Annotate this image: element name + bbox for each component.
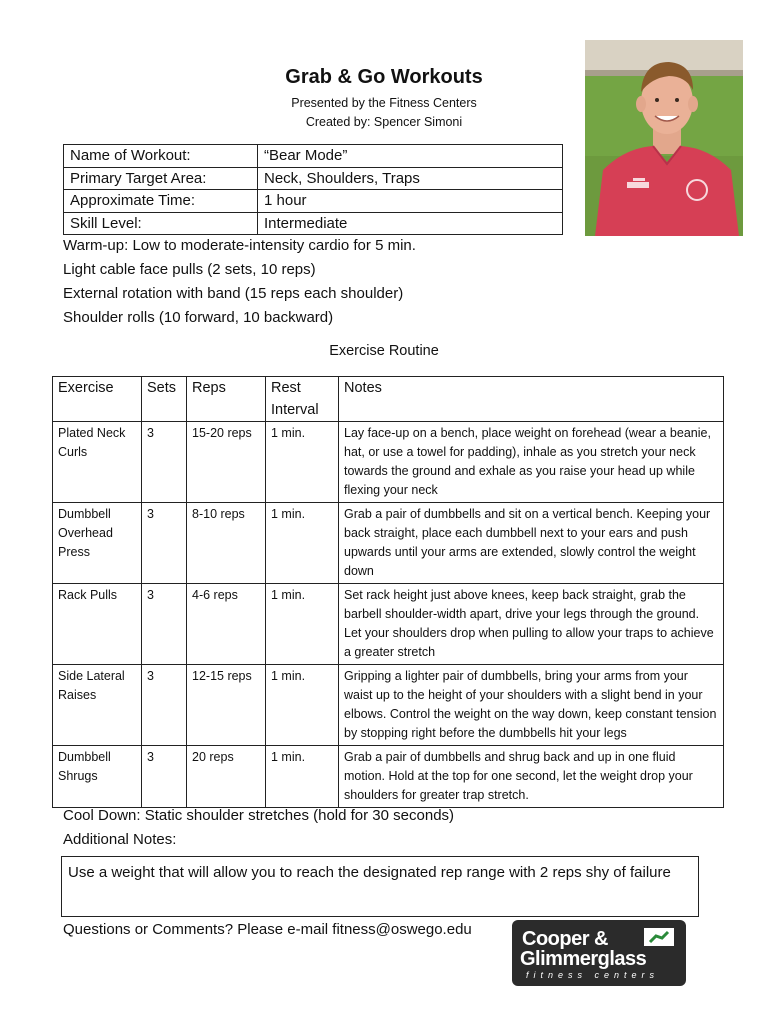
warmup-line: Warm-up: Low to moderate-intensity cardio for 5 min. bbox=[63, 237, 416, 254]
table-row bbox=[53, 503, 724, 584]
warmup-line: Shoulder rolls (10 forward, 10 backward) bbox=[63, 309, 334, 326]
info-label: Skill Level: bbox=[64, 212, 258, 235]
trainer-photo bbox=[585, 40, 743, 236]
reps-cell: 20 reps bbox=[187, 746, 266, 808]
rest-cell: 1 min. bbox=[266, 584, 339, 665]
rest-cell: 1 min. bbox=[266, 503, 339, 584]
column-header: Sets bbox=[142, 377, 187, 422]
table-row bbox=[53, 584, 724, 665]
column-header: Rest Interval bbox=[266, 377, 339, 422]
exercise-routine-table bbox=[52, 376, 724, 808]
rest-cell: 1 min. bbox=[266, 422, 339, 503]
table-row bbox=[53, 422, 724, 503]
warmup-line: External rotation with band (15 reps each shoulder) bbox=[63, 285, 404, 302]
cool-down: Cool Down: Static shoulder stretches (hold for 30 seconds) bbox=[63, 807, 455, 824]
presented-by: Presented by the Fitness Centers bbox=[291, 96, 477, 110]
info-row bbox=[64, 212, 563, 235]
info-value: Neck, Shoulders, Traps bbox=[258, 167, 563, 190]
exercise-cell: Dumbbell Overhead Press bbox=[53, 503, 142, 584]
contact-line: Questions or Comments? Please e-mail fitness@oswego.edu bbox=[63, 921, 472, 938]
exercise-cell: Dumbbell Shrugs bbox=[53, 746, 142, 808]
sets-cell: 3 bbox=[142, 584, 187, 665]
notes-cell: Set rack height just above knees, keep back straight, grab the barbell shoulder-width apart, drive your legs through the ground. Let your shoulders drop when pulling to allow your traps to achieve a greater stretch bbox=[339, 584, 724, 665]
info-label: Primary Target Area: bbox=[64, 167, 258, 190]
notes-cell: Gripping a lighter pair of dumbbells, bring your arms from your waist up to the height of your shoulders with a slight bend in your elbows. Control the weight on the way down, keep constant tension by stopping right before the dumbbells hit your legs bbox=[339, 665, 724, 746]
notes-cell: Lay face-up on a bench, place weight on forehead (wear a beanie, hat, or use a towel for padding), inhale as you stretch your neck towards the ground and exhale as you raise your head up while flexing your neck bbox=[339, 422, 724, 503]
sets-cell: 3 bbox=[142, 746, 187, 808]
info-value: 1 hour bbox=[258, 190, 563, 213]
exercise-cell: Plated Neck Curls bbox=[53, 422, 142, 503]
logo-line: Glimmerglass bbox=[520, 948, 647, 970]
info-value: Intermediate bbox=[258, 212, 563, 235]
logo-tagline: fitness centers bbox=[526, 970, 660, 980]
info-label: Approximate Time: bbox=[64, 190, 258, 213]
table-row bbox=[53, 665, 724, 746]
additional-notes-box: Use a weight that will allow you to reach the designated rep range with 2 reps shy of failure bbox=[61, 856, 699, 917]
sets-cell: 3 bbox=[142, 503, 187, 584]
reps-cell: 15-20 reps bbox=[187, 422, 266, 503]
info-value: “Bear Mode” bbox=[258, 145, 563, 168]
notes-cell: Grab a pair of dumbbells and shrug back and up in one fluid motion. Hold at the top for one second, let the weight drop your shoulders for greater trap stretch. bbox=[339, 746, 724, 808]
column-header: Notes bbox=[339, 377, 724, 422]
info-row bbox=[64, 145, 563, 168]
routine-title: Exercise Routine bbox=[329, 343, 439, 359]
created-by: Created by: Spencer Simoni bbox=[305, 115, 463, 129]
exercise-cell: Rack Pulls bbox=[53, 584, 142, 665]
fitness-center-logo bbox=[512, 920, 686, 986]
reps-cell: 12-15 reps bbox=[187, 665, 266, 746]
column-header: Exercise bbox=[53, 377, 142, 422]
runner-icon bbox=[640, 926, 680, 950]
rest-cell: 1 min. bbox=[266, 746, 339, 808]
logo-line: Cooper & bbox=[522, 928, 608, 950]
info-row bbox=[64, 190, 563, 213]
notes-cell: Grab a pair of dumbbells and sit on a vertical bench. Keeping your back straight, place each dumbbell next to your ears and push upwards until your arms are extended, slowly control the weight down bbox=[339, 503, 724, 584]
table-row bbox=[53, 746, 724, 808]
rest-cell: 1 min. bbox=[266, 665, 339, 746]
column-header: Reps bbox=[187, 377, 266, 422]
table-header-row bbox=[53, 377, 724, 422]
info-row bbox=[64, 167, 563, 190]
info-label: Name of Workout: bbox=[64, 145, 258, 168]
workout-info-table bbox=[63, 144, 563, 235]
reps-cell: 4-6 reps bbox=[187, 584, 266, 665]
sets-cell: 3 bbox=[142, 665, 187, 746]
additional-notes-label: Additional Notes: bbox=[63, 831, 177, 848]
exercise-cell: Side Lateral Raises bbox=[53, 665, 142, 746]
warmup-line: Light cable face pulls (2 sets, 10 reps) bbox=[63, 261, 316, 278]
sets-cell: 3 bbox=[142, 422, 187, 503]
page-title: Grab & Go Workouts bbox=[285, 66, 483, 88]
reps-cell: 8-10 reps bbox=[187, 503, 266, 584]
